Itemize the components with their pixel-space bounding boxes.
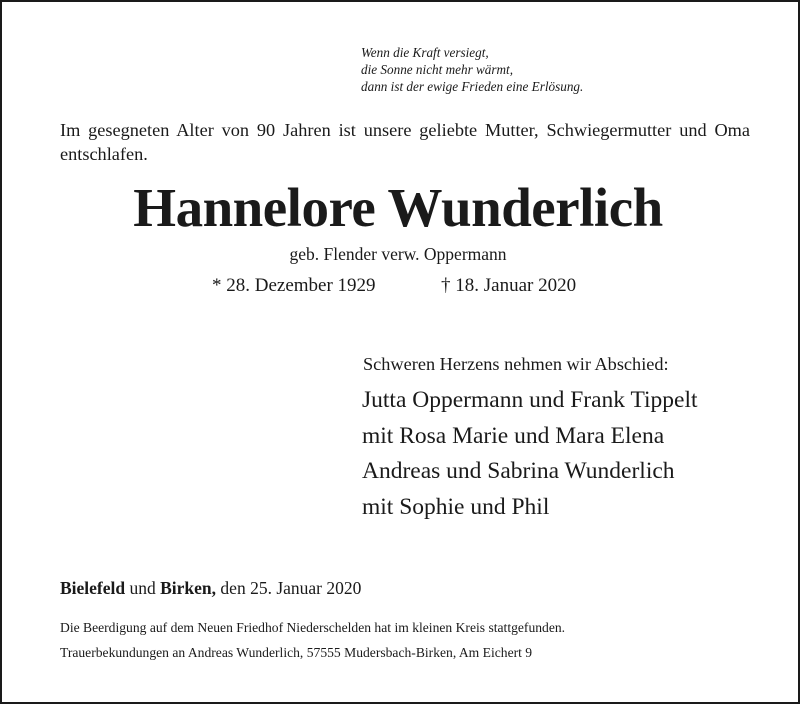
poem-line: Wenn die Kraft versiegt,	[361, 45, 489, 60]
notice-date: den 25. Januar 2020	[216, 578, 362, 598]
city-bielefeld: Bielefeld	[60, 578, 126, 598]
mourner-line: mit Sophie und Phil	[362, 493, 550, 520]
condolences-address: Trauerbekundungen an Andreas Wunderlich, 57555 Mudersbach-Birken, Am Eichert 9	[60, 645, 533, 660]
birth-date: * 28. Dezember 1929	[212, 275, 376, 296]
mourners-list	[362, 383, 698, 525]
funeral-note: Die Beerdigung auf dem Neuen Friedhof Niederschelden hat im kleinen Kreis stattgefunden.	[60, 620, 566, 635]
poem-line: dann ist der ewige Frieden eine Erlösung.	[361, 79, 584, 94]
poem-verse	[361, 44, 583, 95]
conjunction: und	[125, 578, 161, 598]
place-date-line	[60, 576, 361, 600]
intro-text: Im gesegneten Alter von 90 Jahren ist unsere geliebte Mutter, Schwiegermutter und Oma entschlafen.	[60, 120, 750, 164]
city-birken: Birken,	[160, 578, 217, 598]
deceased-name: Hannelore Wunderlich	[133, 177, 663, 238]
death-date: † 18. Januar 2020	[441, 275, 577, 296]
mourner-line: Jutta Oppermann und Frank Tippelt	[362, 387, 698, 413]
maiden-name: geb. Flender verw. Oppermann	[289, 244, 507, 264]
mourner-line: Andreas und Sabrina Wunderlich	[362, 458, 675, 484]
farewell-line: Schweren Herzens nehmen wir Abschied:	[363, 354, 669, 374]
poem-line: die Sonne nicht mehr wärmt,	[361, 62, 514, 77]
mourner-line: mit Rosa Marie und Mara Elena	[362, 422, 665, 449]
